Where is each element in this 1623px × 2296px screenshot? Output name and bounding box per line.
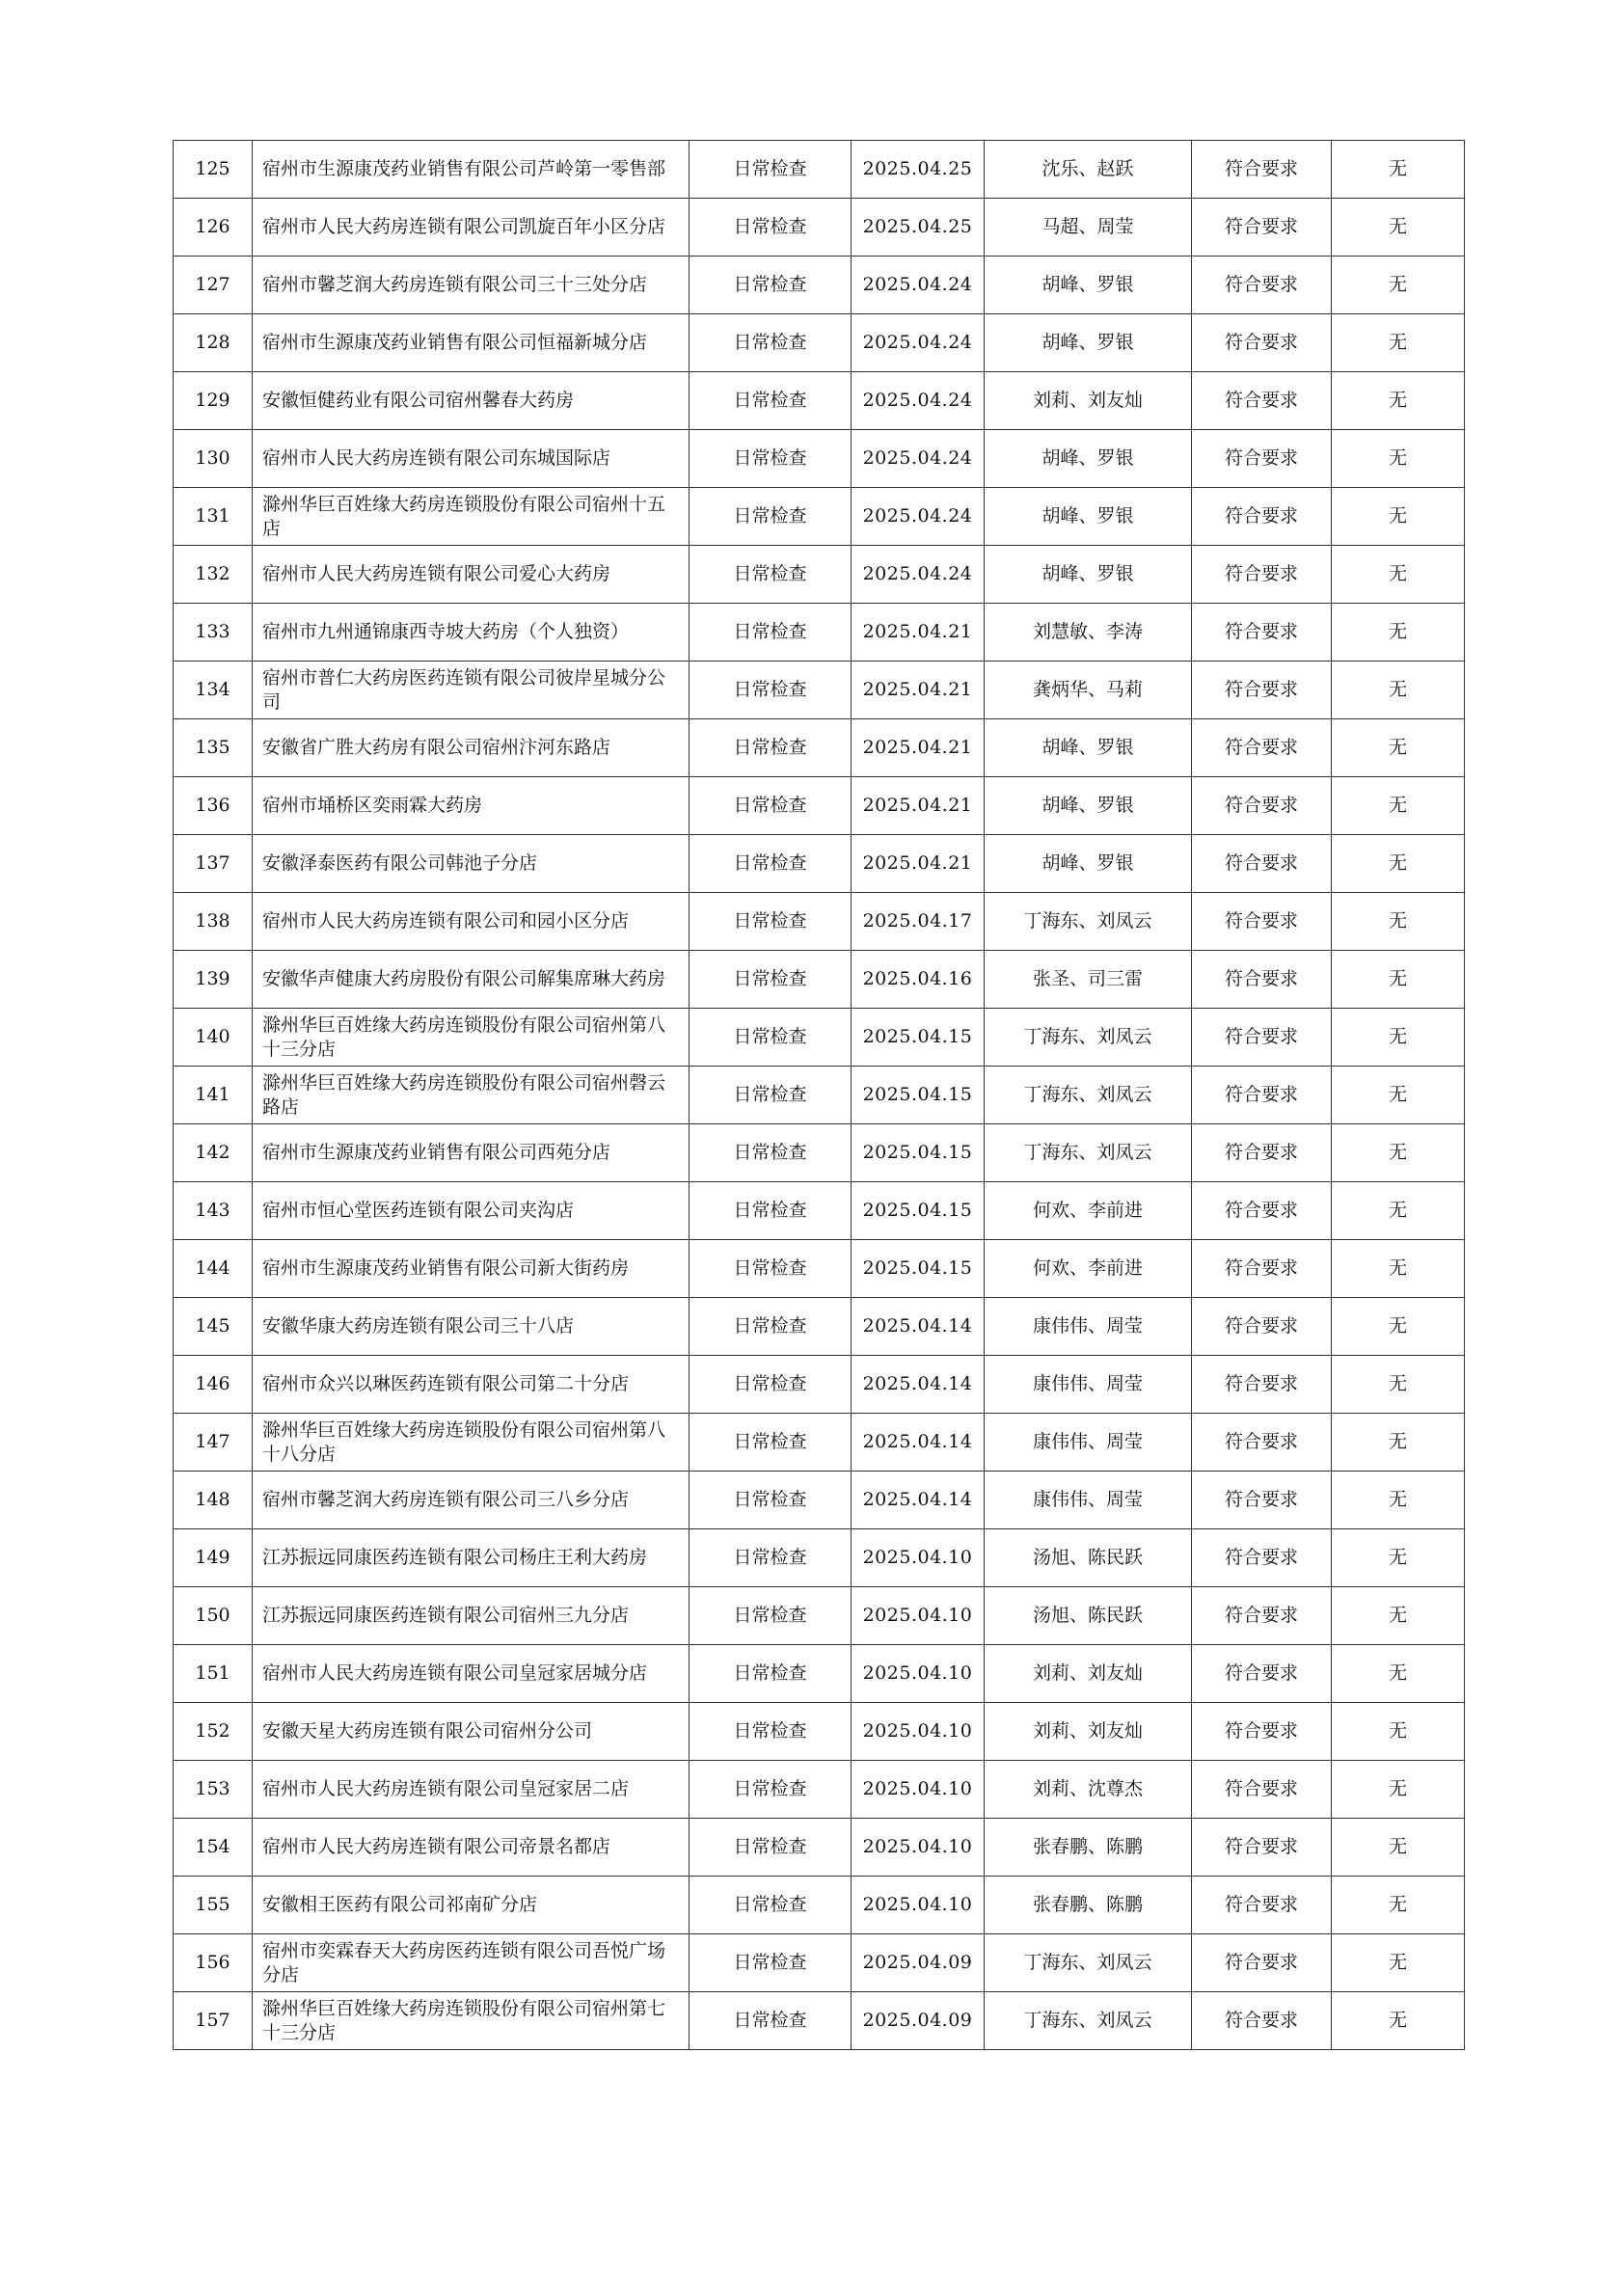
pharmacy-name-cell: 滁州华巨百姓缘大药房连锁股份有限公司宿州第八十三分店 — [253, 1009, 690, 1067]
pharmacy-name-cell: 安徽华声健康大药房股份有限公司解集席琳大药房 — [253, 951, 690, 1009]
pharmacy-name-cell: 宿州市人民大药房连锁有限公司凯旋百年小区分店 — [253, 199, 690, 257]
table-row — [174, 1645, 1465, 1703]
result-cell: 符合要求 — [1192, 1645, 1332, 1703]
inspectors-cell: 胡峰、罗银 — [985, 314, 1192, 372]
row-number-cell: 149 — [174, 1529, 253, 1587]
pharmacy-name-cell: 宿州市生源康茂药业销售有限公司恒福新城分店 — [253, 314, 690, 372]
inspection-date-cell: 2025.04.25 — [852, 199, 985, 257]
remark-cell: 无 — [1332, 835, 1465, 893]
inspection-type-cell: 日常检查 — [690, 662, 852, 719]
row-number-cell: 157 — [174, 1992, 253, 2050]
inspection-date-cell: 2025.04.16 — [852, 951, 985, 1009]
remark-cell: 无 — [1332, 372, 1465, 430]
inspection-type-cell: 日常检查 — [690, 1124, 852, 1182]
inspectors-cell: 胡峰、罗银 — [985, 488, 1192, 546]
inspectors-cell: 丁海东、刘凤云 — [985, 1992, 1192, 2050]
inspection-date-cell: 2025.04.24 — [852, 314, 985, 372]
inspection-date-cell: 2025.04.10 — [852, 1703, 985, 1761]
remark-cell: 无 — [1332, 951, 1465, 1009]
result-cell: 符合要求 — [1192, 777, 1332, 835]
row-number-cell: 143 — [174, 1182, 253, 1240]
inspection-type-cell: 日常检查 — [690, 1703, 852, 1761]
inspection-type-cell: 日常检查 — [690, 1472, 852, 1529]
result-cell: 符合要求 — [1192, 1703, 1332, 1761]
inspectors-cell: 胡峰、罗银 — [985, 546, 1192, 604]
pharmacy-name-cell: 安徽泽泰医药有限公司韩池子分店 — [253, 835, 690, 893]
pharmacy-name-cell: 宿州市馨芝润大药房连锁有限公司三十三处分店 — [253, 257, 690, 314]
remark-cell: 无 — [1332, 719, 1465, 777]
result-cell: 符合要求 — [1192, 835, 1332, 893]
pharmacy-name-cell: 宿州市奕霖春天大药房医药连锁有限公司吾悦广场分店 — [253, 1934, 690, 1992]
inspection-date-cell: 2025.04.14 — [852, 1356, 985, 1414]
result-cell: 符合要求 — [1192, 488, 1332, 546]
row-number-cell: 125 — [174, 141, 253, 199]
table-row — [174, 1934, 1465, 1992]
remark-cell: 无 — [1332, 1587, 1465, 1645]
result-cell: 符合要求 — [1192, 893, 1332, 951]
inspection-date-cell: 2025.04.24 — [852, 488, 985, 546]
pharmacy-name-cell: 安徽省广胜大药房有限公司宿州汴河东路店 — [253, 719, 690, 777]
pharmacy-name-cell: 宿州市埇桥区奕雨霖大药房 — [253, 777, 690, 835]
table-body — [174, 141, 1465, 2050]
inspection-type-cell: 日常检查 — [690, 1877, 852, 1934]
pharmacy-name-cell: 宿州市馨芝润大药房连锁有限公司三八乡分店 — [253, 1472, 690, 1529]
row-number-cell: 135 — [174, 719, 253, 777]
inspection-type-cell: 日常检查 — [690, 1645, 852, 1703]
pharmacy-name-cell: 安徽华康大药房连锁有限公司三十八店 — [253, 1298, 690, 1356]
remark-cell: 无 — [1332, 488, 1465, 546]
inspection-date-cell: 2025.04.15 — [852, 1067, 985, 1124]
remark-cell: 无 — [1332, 1298, 1465, 1356]
inspectors-cell: 汤旭、陈民跃 — [985, 1587, 1192, 1645]
inspection-date-cell: 2025.04.10 — [852, 1877, 985, 1934]
inspectors-cell: 龚炳华、马莉 — [985, 662, 1192, 719]
pharmacy-name-cell: 江苏振远同康医药连锁有限公司杨庄王利大药房 — [253, 1529, 690, 1587]
inspection-type-cell: 日常检查 — [690, 488, 852, 546]
remark-cell: 无 — [1332, 199, 1465, 257]
remark-cell: 无 — [1332, 1819, 1465, 1877]
row-number-cell: 141 — [174, 1067, 253, 1124]
result-cell: 符合要求 — [1192, 546, 1332, 604]
row-number-cell: 133 — [174, 604, 253, 662]
remark-cell: 无 — [1332, 1009, 1465, 1067]
inspection-date-cell: 2025.04.21 — [852, 777, 985, 835]
remark-cell: 无 — [1332, 1877, 1465, 1934]
inspection-date-cell: 2025.04.24 — [852, 430, 985, 488]
pharmacy-name-cell: 滁州华巨百姓缘大药房连锁股份有限公司宿州第七十三分店 — [253, 1992, 690, 2050]
table-row — [174, 835, 1465, 893]
row-number-cell: 138 — [174, 893, 253, 951]
table-row — [174, 430, 1465, 488]
result-cell: 符合要求 — [1192, 951, 1332, 1009]
inspectors-cell: 胡峰、罗银 — [985, 430, 1192, 488]
inspection-date-cell: 2025.04.21 — [852, 835, 985, 893]
inspection-type-cell: 日常检查 — [690, 835, 852, 893]
table-row — [174, 1819, 1465, 1877]
inspectors-cell: 刘莉、刘友灿 — [985, 372, 1192, 430]
remark-cell: 无 — [1332, 893, 1465, 951]
inspection-date-cell: 2025.04.14 — [852, 1414, 985, 1472]
inspection-type-cell: 日常检查 — [690, 314, 852, 372]
inspectors-cell: 丁海东、刘凤云 — [985, 1067, 1192, 1124]
inspectors-cell: 张春鹏、陈鹏 — [985, 1877, 1192, 1934]
inspection-type-cell: 日常检查 — [690, 1761, 852, 1819]
row-number-cell: 126 — [174, 199, 253, 257]
table-row — [174, 604, 1465, 662]
inspection-date-cell: 2025.04.09 — [852, 1992, 985, 2050]
table-row — [174, 1124, 1465, 1182]
row-number-cell: 142 — [174, 1124, 253, 1182]
result-cell: 符合要求 — [1192, 662, 1332, 719]
result-cell: 符合要求 — [1192, 1472, 1332, 1529]
result-cell: 符合要求 — [1192, 1240, 1332, 1298]
remark-cell: 无 — [1332, 546, 1465, 604]
inspection-date-cell: 2025.04.25 — [852, 141, 985, 199]
remark-cell: 无 — [1332, 1529, 1465, 1587]
inspection-type-cell: 日常检查 — [690, 257, 852, 314]
table-row — [174, 257, 1465, 314]
result-cell: 符合要求 — [1192, 1124, 1332, 1182]
row-number-cell: 137 — [174, 835, 253, 893]
table-row — [174, 1587, 1465, 1645]
row-number-cell: 134 — [174, 662, 253, 719]
table-row — [174, 488, 1465, 546]
inspectors-cell: 刘莉、刘友灿 — [985, 1703, 1192, 1761]
inspection-type-cell: 日常检查 — [690, 604, 852, 662]
inspection-type-cell: 日常检查 — [690, 777, 852, 835]
inspection-type-cell: 日常检查 — [690, 1934, 852, 1992]
pharmacy-name-cell: 宿州市人民大药房连锁有限公司东城国际店 — [253, 430, 690, 488]
pharmacy-name-cell: 宿州市普仁大药房医药连锁有限公司彼岸星城分公司 — [253, 662, 690, 719]
result-cell: 符合要求 — [1192, 141, 1332, 199]
inspection-type-cell: 日常检查 — [690, 1819, 852, 1877]
result-cell: 符合要求 — [1192, 1934, 1332, 1992]
inspectors-cell: 刘莉、刘友灿 — [985, 1645, 1192, 1703]
pharmacy-name-cell: 滁州华巨百姓缘大药房连锁股份有限公司宿州磬云路店 — [253, 1067, 690, 1124]
inspectors-cell: 刘慧敏、李涛 — [985, 604, 1192, 662]
remark-cell: 无 — [1332, 1645, 1465, 1703]
pharmacy-name-cell: 宿州市生源康茂药业销售有限公司西苑分店 — [253, 1124, 690, 1182]
remark-cell: 无 — [1332, 141, 1465, 199]
row-number-cell: 147 — [174, 1414, 253, 1472]
result-cell: 符合要求 — [1192, 1182, 1332, 1240]
inspectors-cell: 康伟伟、周莹 — [985, 1472, 1192, 1529]
pharmacy-name-cell: 宿州市众兴以琳医药连锁有限公司第二十分店 — [253, 1356, 690, 1414]
inspection-type-cell: 日常检查 — [690, 1356, 852, 1414]
remark-cell: 无 — [1332, 662, 1465, 719]
inspection-date-cell: 2025.04.10 — [852, 1529, 985, 1587]
row-number-cell: 148 — [174, 1472, 253, 1529]
inspection-type-cell: 日常检查 — [690, 1182, 852, 1240]
inspection-type-cell: 日常检查 — [690, 1240, 852, 1298]
result-cell: 符合要求 — [1192, 604, 1332, 662]
remark-cell: 无 — [1332, 1356, 1465, 1414]
inspectors-cell: 刘莉、沈尊杰 — [985, 1761, 1192, 1819]
inspection-date-cell: 2025.04.24 — [852, 257, 985, 314]
pharmacy-name-cell: 江苏振远同康医药连锁有限公司宿州三九分店 — [253, 1587, 690, 1645]
remark-cell: 无 — [1332, 777, 1465, 835]
remark-cell: 无 — [1332, 1067, 1465, 1124]
inspectors-cell: 丁海东、刘凤云 — [985, 1934, 1192, 1992]
pharmacy-name-cell: 安徽恒健药业有限公司宿州馨春大药房 — [253, 372, 690, 430]
pharmacy-name-cell: 宿州市人民大药房连锁有限公司皇冠家居二店 — [253, 1761, 690, 1819]
pharmacy-name-cell: 宿州市生源康茂药业销售有限公司新大街药房 — [253, 1240, 690, 1298]
table-row — [174, 1529, 1465, 1587]
pharmacy-name-cell: 宿州市人民大药房连锁有限公司爱心大药房 — [253, 546, 690, 604]
remark-cell: 无 — [1332, 1703, 1465, 1761]
pharmacy-name-cell: 宿州市人民大药房连锁有限公司帝景名都店 — [253, 1819, 690, 1877]
result-cell: 符合要求 — [1192, 1356, 1332, 1414]
result-cell: 符合要求 — [1192, 1529, 1332, 1587]
inspection-date-cell: 2025.04.17 — [852, 893, 985, 951]
table-row — [174, 662, 1465, 719]
result-cell: 符合要求 — [1192, 1414, 1332, 1472]
inspection-date-cell: 2025.04.15 — [852, 1240, 985, 1298]
inspection-date-cell: 2025.04.21 — [852, 662, 985, 719]
table-row — [174, 1298, 1465, 1356]
inspection-type-cell: 日常检查 — [690, 719, 852, 777]
table-row — [174, 1472, 1465, 1529]
inspection-date-cell: 2025.04.09 — [852, 1934, 985, 1992]
table-row — [174, 1240, 1465, 1298]
result-cell: 符合要求 — [1192, 1067, 1332, 1124]
inspection-type-cell: 日常检查 — [690, 1009, 852, 1067]
inspection-date-cell: 2025.04.10 — [852, 1645, 985, 1703]
table-row — [174, 141, 1465, 199]
inspectors-cell: 丁海东、刘凤云 — [985, 1124, 1192, 1182]
inspection-date-cell: 2025.04.24 — [852, 372, 985, 430]
inspectors-cell: 沈乐、赵跃 — [985, 141, 1192, 199]
row-number-cell: 132 — [174, 546, 253, 604]
inspectors-cell: 何欢、李前进 — [985, 1240, 1192, 1298]
row-number-cell: 145 — [174, 1298, 253, 1356]
inspection-date-cell: 2025.04.15 — [852, 1182, 985, 1240]
inspection-type-cell: 日常检查 — [690, 1587, 852, 1645]
result-cell: 符合要求 — [1192, 1992, 1332, 2050]
inspection-date-cell: 2025.04.24 — [852, 546, 985, 604]
result-cell: 符合要求 — [1192, 372, 1332, 430]
table-row — [174, 1067, 1465, 1124]
inspection-type-cell: 日常检查 — [690, 430, 852, 488]
result-cell: 符合要求 — [1192, 719, 1332, 777]
row-number-cell: 128 — [174, 314, 253, 372]
result-cell: 符合要求 — [1192, 1009, 1332, 1067]
result-cell: 符合要求 — [1192, 199, 1332, 257]
pharmacy-name-cell: 滁州华巨百姓缘大药房连锁股份有限公司宿州第八十八分店 — [253, 1414, 690, 1472]
result-cell: 符合要求 — [1192, 1877, 1332, 1934]
table-row — [174, 951, 1465, 1009]
table-row — [174, 777, 1465, 835]
table-row — [174, 1877, 1465, 1934]
remark-cell: 无 — [1332, 1124, 1465, 1182]
result-cell: 符合要求 — [1192, 1587, 1332, 1645]
remark-cell: 无 — [1332, 1761, 1465, 1819]
inspection-date-cell: 2025.04.21 — [852, 719, 985, 777]
inspection-type-cell: 日常检查 — [690, 372, 852, 430]
table-row — [174, 1703, 1465, 1761]
inspection-type-cell: 日常检查 — [690, 1529, 852, 1587]
table-row — [174, 1414, 1465, 1472]
table-row — [174, 546, 1465, 604]
row-number-cell: 139 — [174, 951, 253, 1009]
inspectors-cell: 张春鹏、陈鹏 — [985, 1819, 1192, 1877]
table-row — [174, 1009, 1465, 1067]
inspection-type-cell: 日常检查 — [690, 1414, 852, 1472]
inspection-date-cell: 2025.04.14 — [852, 1472, 985, 1529]
inspection-type-cell: 日常检查 — [690, 199, 852, 257]
inspection-records-table — [173, 140, 1465, 2050]
row-number-cell: 127 — [174, 257, 253, 314]
inspection-date-cell: 2025.04.10 — [852, 1819, 985, 1877]
pharmacy-name-cell: 滁州华巨百姓缘大药房连锁股份有限公司宿州十五店 — [253, 488, 690, 546]
table-row — [174, 1992, 1465, 2050]
inspection-date-cell: 2025.04.15 — [852, 1009, 985, 1067]
row-number-cell: 152 — [174, 1703, 253, 1761]
remark-cell: 无 — [1332, 1992, 1465, 2050]
remark-cell: 无 — [1332, 1472, 1465, 1529]
inspection-type-cell: 日常检查 — [690, 1067, 852, 1124]
result-cell: 符合要求 — [1192, 1819, 1332, 1877]
row-number-cell: 153 — [174, 1761, 253, 1819]
row-number-cell: 151 — [174, 1645, 253, 1703]
table-row — [174, 199, 1465, 257]
inspection-type-cell: 日常检查 — [690, 951, 852, 1009]
pharmacy-name-cell: 宿州市九州通锦康西寺坡大药房（个人独资） — [253, 604, 690, 662]
pharmacy-name-cell: 宿州市恒心堂医药连锁有限公司夹沟店 — [253, 1182, 690, 1240]
inspectors-cell: 康伟伟、周莹 — [985, 1356, 1192, 1414]
row-number-cell: 129 — [174, 372, 253, 430]
row-number-cell: 156 — [174, 1934, 253, 1992]
table-row — [174, 1182, 1465, 1240]
result-cell: 符合要求 — [1192, 1298, 1332, 1356]
remark-cell: 无 — [1332, 1414, 1465, 1472]
inspectors-cell: 丁海东、刘凤云 — [985, 893, 1192, 951]
row-number-cell: 154 — [174, 1819, 253, 1877]
remark-cell: 无 — [1332, 430, 1465, 488]
pharmacy-name-cell: 宿州市人民大药房连锁有限公司皇冠家居城分店 — [253, 1645, 690, 1703]
table-row — [174, 719, 1465, 777]
inspection-table-container — [173, 140, 1465, 2050]
remark-cell: 无 — [1332, 1934, 1465, 1992]
table-row — [174, 1356, 1465, 1414]
inspectors-cell: 胡峰、罗银 — [985, 257, 1192, 314]
inspectors-cell: 汤旭、陈民跃 — [985, 1529, 1192, 1587]
inspection-date-cell: 2025.04.21 — [852, 604, 985, 662]
row-number-cell: 130 — [174, 430, 253, 488]
inspection-type-cell: 日常检查 — [690, 546, 852, 604]
inspection-date-cell: 2025.04.15 — [852, 1124, 985, 1182]
remark-cell: 无 — [1332, 1182, 1465, 1240]
inspectors-cell: 康伟伟、周莹 — [985, 1298, 1192, 1356]
inspectors-cell: 胡峰、罗银 — [985, 719, 1192, 777]
inspectors-cell: 张圣、司三雷 — [985, 951, 1192, 1009]
row-number-cell: 136 — [174, 777, 253, 835]
table-row — [174, 1761, 1465, 1819]
row-number-cell: 140 — [174, 1009, 253, 1067]
inspection-date-cell: 2025.04.10 — [852, 1761, 985, 1819]
row-number-cell: 131 — [174, 488, 253, 546]
row-number-cell: 146 — [174, 1356, 253, 1414]
pharmacy-name-cell: 安徽相王医药有限公司祁南矿分店 — [253, 1877, 690, 1934]
inspectors-cell: 胡峰、罗银 — [985, 835, 1192, 893]
remark-cell: 无 — [1332, 1240, 1465, 1298]
result-cell: 符合要求 — [1192, 430, 1332, 488]
table-row — [174, 372, 1465, 430]
pharmacy-name-cell: 宿州市生源康茂药业销售有限公司芦岭第一零售部 — [253, 141, 690, 199]
remark-cell: 无 — [1332, 604, 1465, 662]
inspection-type-cell: 日常检查 — [690, 1992, 852, 2050]
pharmacy-name-cell: 宿州市人民大药房连锁有限公司和园小区分店 — [253, 893, 690, 951]
result-cell: 符合要求 — [1192, 257, 1332, 314]
pharmacy-name-cell: 安徽天星大药房连锁有限公司宿州分公司 — [253, 1703, 690, 1761]
inspectors-cell: 康伟伟、周莹 — [985, 1414, 1192, 1472]
inspectors-cell: 马超、周莹 — [985, 199, 1192, 257]
table-row — [174, 314, 1465, 372]
inspection-type-cell: 日常检查 — [690, 893, 852, 951]
row-number-cell: 155 — [174, 1877, 253, 1934]
inspection-date-cell: 2025.04.10 — [852, 1587, 985, 1645]
row-number-cell: 150 — [174, 1587, 253, 1645]
result-cell: 符合要求 — [1192, 1761, 1332, 1819]
remark-cell: 无 — [1332, 257, 1465, 314]
table-row — [174, 893, 1465, 951]
row-number-cell: 144 — [174, 1240, 253, 1298]
inspectors-cell: 何欢、李前进 — [985, 1182, 1192, 1240]
inspection-type-cell: 日常检查 — [690, 1298, 852, 1356]
remark-cell: 无 — [1332, 314, 1465, 372]
inspectors-cell: 胡峰、罗银 — [985, 777, 1192, 835]
result-cell: 符合要求 — [1192, 314, 1332, 372]
inspection-type-cell: 日常检查 — [690, 141, 852, 199]
inspection-date-cell: 2025.04.14 — [852, 1298, 985, 1356]
inspectors-cell: 丁海东、刘凤云 — [985, 1009, 1192, 1067]
